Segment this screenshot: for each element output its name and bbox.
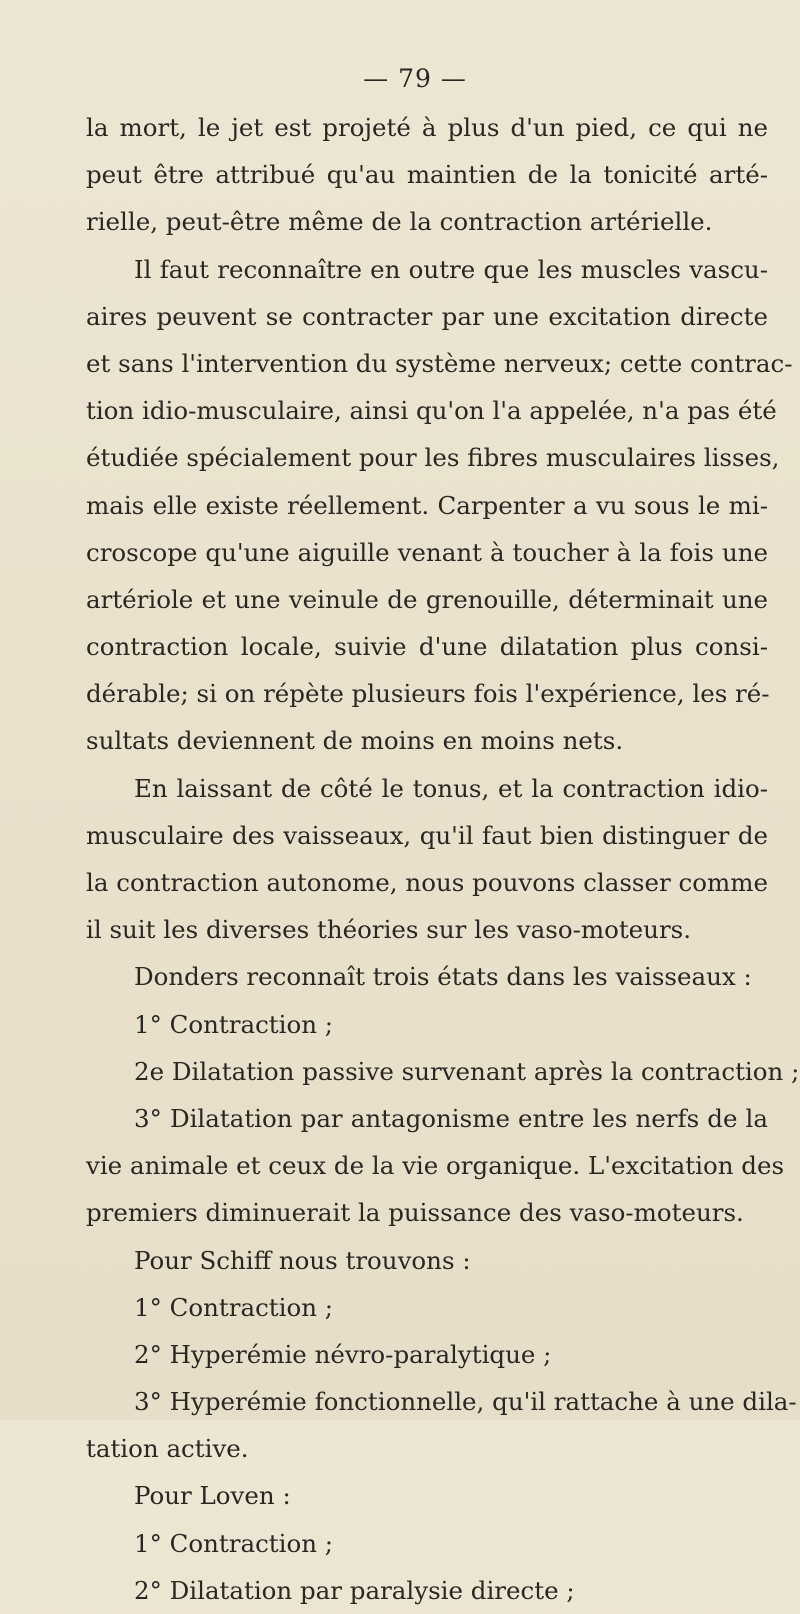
text-line: et sans l'intervention du système nerveux; cette contrac- — [86, 348, 793, 378]
text-line: croscope qu'une aiguille venant à toucher à la fois une — [86, 537, 768, 567]
text-line: la mort, le jet est projeté à plus d'un pied, ce qui ne — [86, 113, 768, 142]
text-line: premiers diminuerait la puissance des vaso-moteurs. — [86, 1198, 744, 1228]
text-line: dérable; si on répète plusieurs fois l'expérience, les ré- — [86, 679, 770, 709]
text-line: artériole et une veinule de grenouille, déterminait une — [86, 584, 768, 614]
text-line: 1° Contraction ; — [134, 1009, 334, 1039]
text-line: Pour Loven : — [134, 1481, 291, 1511]
text-line: 3° Hyperémie fonctionnelle, qu'il rattache à une dila- — [134, 1387, 797, 1417]
text-line: peut être attribué qu'au maintien de la tonicité arté- — [86, 160, 768, 190]
text-line: la contraction autonome, nous pouvons classer comme — [86, 868, 768, 897]
text-line: Il faut reconnaître en outre que les muscles vascu- — [134, 254, 768, 284]
text-line: mais elle existe réellement. Carpenter a vu sous le mi- — [86, 490, 768, 520]
text-line: contraction locale, suivie d'une dilatation plus consi- — [86, 632, 768, 662]
text-line: 2° Dilatation par paralysie directe ; — [134, 1575, 575, 1605]
text-line: aires peuvent se contracter par une excitation directe — [86, 301, 768, 331]
text-line: tation active. — [86, 1434, 249, 1464]
text-line: rielle, peut-être même de la contraction artérielle. — [86, 207, 713, 237]
text-line: il suit les diverses théories sur les vaso-moteurs. — [86, 915, 692, 945]
text-line: 3° Dilatation par antagonisme entre les nerfs de la — [134, 1103, 768, 1133]
text-line: Donders reconnaît trois états dans les vaisseaux : — [134, 962, 752, 992]
page-number: — 79 — — [363, 64, 467, 93]
text-line: Pour Schiff nous trouvons : — [134, 1245, 471, 1275]
text-line: vie animale et ceux de la vie organique. L'excitation des — [86, 1151, 785, 1181]
text-line: 1° Contraction ; — [134, 1292, 334, 1322]
body-text — [86, 104, 800, 1614]
text-line: sultats deviennent de moins en moins nets. — [86, 726, 624, 756]
text-line: En laissant de côté le tonus, et la contraction idio- — [134, 773, 768, 803]
text-line: tion idio-musculaire, ainsi qu'on l'a appelée, n'a pas été — [86, 396, 777, 426]
text-line: 1° Contraction ; — [134, 1528, 334, 1558]
text-line: 2° Hyperémie névro-paralytique ; — [134, 1339, 552, 1369]
text-line: étudiée spécialement pour les fibres musculaires lisses, — [86, 443, 780, 473]
text-line: 2e Dilatation passive survenant après la contraction ; — [134, 1056, 800, 1086]
text-line: musculaire des vaisseaux, qu'il faut bien distinguer de — [86, 820, 768, 850]
